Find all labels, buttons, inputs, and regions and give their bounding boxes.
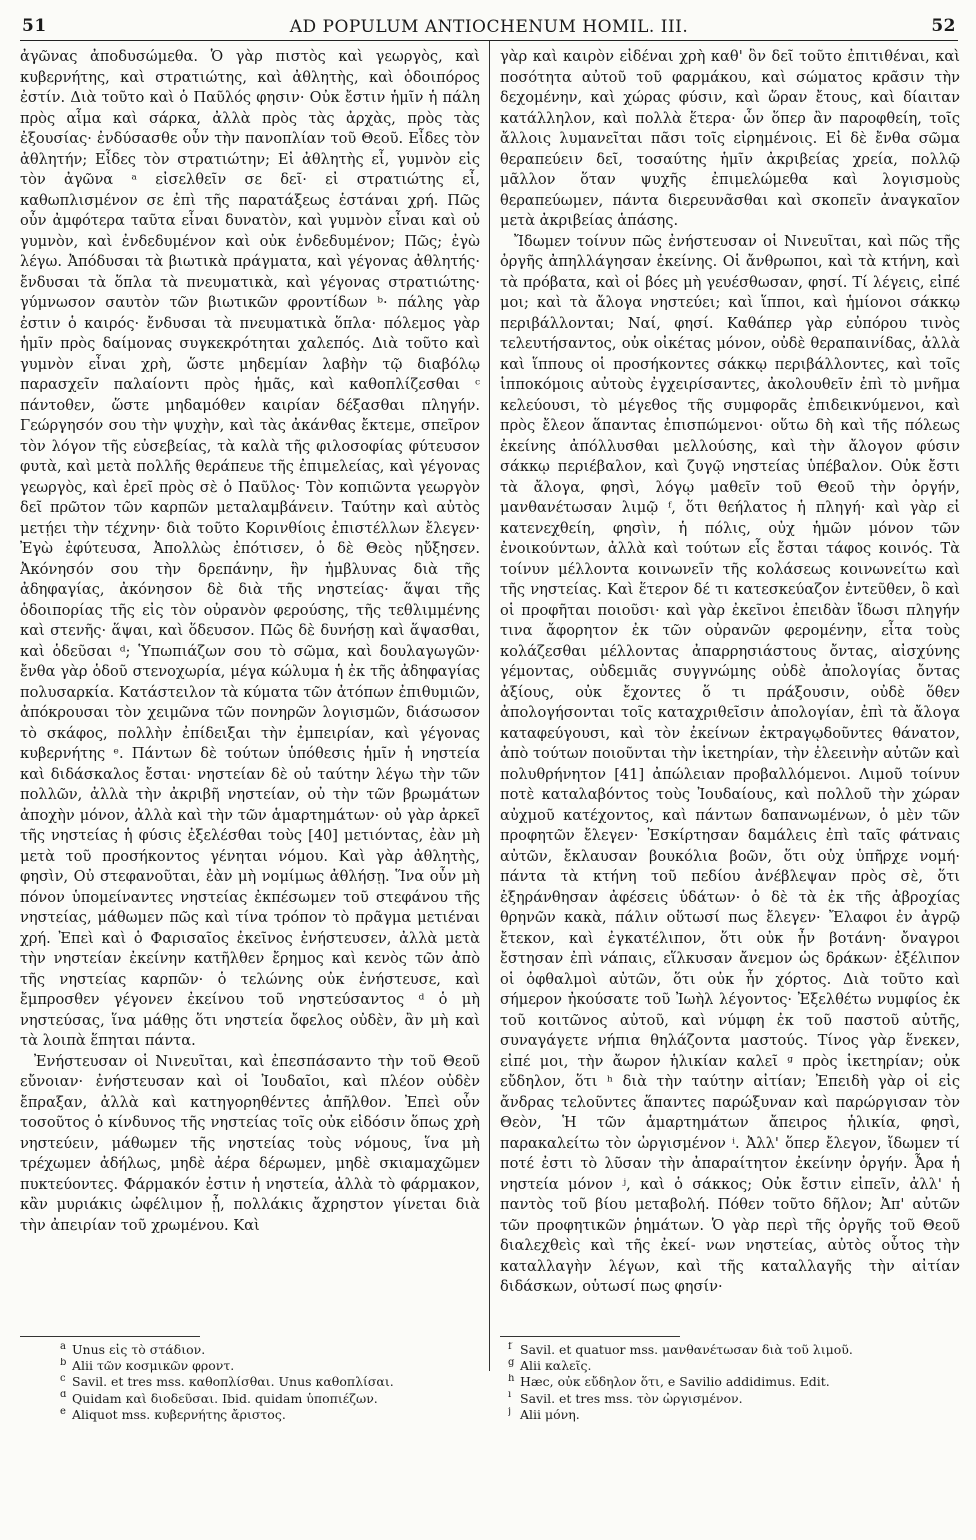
footnote-text: Alii μόνη. <box>520 1406 580 1422</box>
footnote-text: Quidam καὶ διοδεῦσαι. Ibid. quidam ὑποπιέζων. <box>72 1390 378 1406</box>
column-divider <box>489 41 490 1371</box>
footnote-text: Aliquot mss. κυβερνήτης ἄριστος. <box>72 1406 286 1422</box>
footnote-rule-left <box>20 1336 200 1337</box>
running-title: AD POPULUM ANTIOCHENUM HOMIL. III. <box>289 17 689 37</box>
footnote-text: Hæc, οὐκ εὔδηλον ὅτι, e Savilio addidimus. Edit. <box>520 1374 830 1390</box>
footnote-text: Savil. et quatuor mss. μανθανέτωσαν διὰ τοῦ λιμοῦ. <box>520 1342 853 1357</box>
page-number-right: 52 <box>931 16 956 36</box>
footnote: i Savil. et tres mss. τὸν ὠργισμένον. <box>508 1390 743 1406</box>
footnote: f Savil. et quatuor mss. μανθανέτωσαν διὰ τοῦ λιμοῦ. <box>508 1342 853 1357</box>
footnotes-right <box>508 1342 948 1423</box>
right-paragraph-2: Ἴδωμεν τοίνυν πῶς ἐνήστευσαν οἱ Νινευῖται, καὶ πῶς τῆς ὀργῆς ἀπηλλάγησαν ἐκείνης. Οἱ ἄνθρωποι, καὶ τὰ κτήνη, καὶ τὰ πρόβατα, καὶ οἱ βόες μὴ γευέσθωσαν, φησί. Τί λέγεις, εἰπέ μοι; καὶ τὰ ἄλογα νηστεύει; καὶ ἵπποι, καὶ ἡμίονοι σάκκῳ περιβάλλονται; Ναί, φησί. Καθάπερ γὰρ εὐπόρου τινὸς τελευτήσαντος, οὐκ οἰκέτας μόνον, οὐδὲ θεραπαινίδας, ἀλλὰ καὶ ἵππους οἱ προσήκοντες σάκκῳ περιβάλλοντες, καὶ τοῖς ἱπποκόμοις αὐτοὺς ἐγχειρίσαντες, ἀκολουθεῖν ἐπὶ τὸ μνῆμα κελεύουσι, τὸ μέγεθος τῆς συμφορᾶς ἐπιδεικνύμενοι, καὶ πρὸς ἔλεον ἅπαντας ἐπισπώμενοι· οὕτω δὴ καὶ τῆς πόλεως ἐκείνης ἀπόλλυσθαι μελλούσης, καὶ τὴν ἄλογον φύσιν σάκκῳ περιέβαλον, καὶ ζυγῷ νηστείας ὑπέβαλον. Οὐκ ἔστι τὰ ἄλογα, φησὶ, λόγῳ μαθεῖν τοῦ Θεοῦ τὴν ὀργήν, μανθανέτωσαν λιμῷ ᶠ, ὅτι θεήλατος ἡ πληγή· καὶ γὰρ εἰ κατενεχθείη, φησὶν, ἡ πόλις, οὐχ ἡμῶν μόνον τῶν ἐνοικούντων, ἀλλὰ καὶ τούτων εἷς ἔσται τάφος κοινός. Τὰ τοίνυν μέλλοντα κοινωνεῖν τῆς κολάσεως κοινωνείτω καὶ τῆς νηστείας. Καὶ ἕτερον δέ τι κατεσκεύαζον ἐντεῦθεν, ὃ καὶ οἱ προφῆται ποιοῦσι· καὶ γὰρ ἐκεῖνοι ἐπειδὰν ἴδωσι πληγήν τινα ἄφορητον ἐκ τῶν οὐρανῶν φερομένην, εἶτα τοὺς κολάζεσθαι μέλλοντας ἀπαρρησιάστους ὄντας, αἰσχύνης γέμοντας, οὐδεμιᾶς συγγνώμης οὐδὲ ἀπολογίας ὄντας ἀξίους, οὐκ ἔχοντες ὅ τι πράξουσιν, οὐδὲ ὅθεν ἀπολογήσονται τοῖς καταχριθεῖσιν ἀπολογίαν, ἐπὶ τὰ ἄλογα καταφεύγουσι, καὶ τὸν ἐκείνων ἐκτραγῳδοῦντες θάνατον, ἀπὸ τούτων ποιοῦνται τὴν ἱκετηρίαν, τὴν ἐλεεινὴν αὐτῶν καὶ πολυθρήνητον [41] ἀπώλειαν προβαλλόμενοι. Λιμοῦ τοίνυν ποτὲ καταλαβόντος τοὺς Ἰουδαίους, καὶ πολλοῦ τὴν χώραν αὐχμοῦ κατέχοντος, καὶ πάντων δαπανωμένων, ὁ μὲν τῶν προφητῶν ἔλεγεν· Ἐσκίρτησαν δαμάλεις ἐπὶ ταῖς φάτναις αὐτῶν, ἔκλαυσαν βουκόλια βοῶν, ὅτι οὐχ ὑπῆρχε νομή· πάντα τὰ κτήνη τοῦ πεδίου ἀνέβλεψαν πρὸς σὲ, ὅτι ἐξηράνθησαν ἀφέσεις ὑδάτων· ὁ δὲ τὰ ἐκ τῆς ἀβροχίας θρηνῶν κακὰ, πάλιν οὕτωσί πως ἔλεγεν· Ἔλαφοι ἐν ἀγρῷ ἔτεκον, καὶ ἐγκατέλιπον, ὅτι οὐκ ἦν βοτάνη· ὄναγροι ἔστησαν ἐπὶ νάπαις, εἵλκυσαν ἄνεμον ὡς δράκων· ἐξέλιπον οἱ ὀφθαλμοὶ αὐτῶν, ὅτι οὐκ ἦν χόρτος. Διὰ τοῦτο καὶ σήμερον ἠκούσατε τοῦ Ἰωὴλ λέγοντος· Ἐξελθέτω νυμφίος ἐκ τοῦ κοιτῶνος αὐτοῦ, καὶ νύμφη ἐκ τοῦ παστοῦ αὐτῆς, συναγάγετε νήπια θηλάζοντα μαστούς. Τίνος γὰρ ἕνεκεν, εἰπέ μοι, τὴν ἄωρον ἡλικίαν καλεῖ ᵍ πρὸς ἱκετηρίαν; οὐκ εὔδηλον, ὅτι ʰ διὰ τὴν ταύτην αἰτίαν; Ἐπειδὴ γὰρ οἱ εἰς ἄνδρας τελοῦντες ἅπαντες παρώξυναν καὶ παρώργισαν τὸν Θεὸν, Ἡ τῶν ἁμαρτημάτων ἄπειρος ἡλικία, φησὶ, παρακαλείτω τὸν ὠργισμένον ⁱ. Ἀλλ' ὅπερ ἔλεγον, ἴδωμεν τί ποτέ ἐστι τὸ λῦσαν τὴν ἀπαραίτητον ἐκείνην ὀργήν. Ἆρα ἡ νηστεία μόνον ʲ, καὶ ὁ σάκκος; Οὐκ ἔστιν εἰπεῖν, ἀλλ' ἡ παντὸς τοῦ βίου μεταβολή. Πόθεν τοῦτο δῆλον; Ἀπ' αὐτῶν τῶν προφητικῶν ῥημάτων. Ὁ γὰρ περὶ τῆς ὀργῆς τοῦ Θεοῦ διαλεχθεὶς καὶ τῆς ἐκεί- νων νηστείας, αὐτὸς οὗτος τὴν καταλλαγὴν λέγων, καὶ τῆς καταλλαγῆς τὴν αἰτίαν διδάσκων, οὑτωσί πως φησίν· <box>500 232 960 1295</box>
right-column <box>500 47 960 1367</box>
right-paragraph-1: γὰρ καὶ καιρὸν εἰδέναι χρὴ καθ' ὃν δεῖ τοῦτο ἐπιτιθέναι, καὶ ποσότητα αὐτοῦ τοῦ φαρμάκου, καὶ σώματος κρᾶσιν τὴν δεχομένην, καὶ χώρας φύσιν, καὶ ὥραν ἔτους, καὶ δίαιταν κατάλληλον, καὶ πολλὰ ἕτερα· ὧν ὅπερ ἂν παροφθείη, τοῖς ἄλλοις λυμανεῖται πᾶσι τοῖς εἰρημένοις. Εἰ δὲ ἔνθα σῶμα θεραπεύειν δεῖ, τοσαύτης ἡμῖν ἀκριβείας χρεία, πολλῷ μᾶλλον ὅταν ψυχῆς ἐπιμελώμεθα καὶ λογισμοὺς θεραπεύωμεν, πάντα διερευνᾶσθαι καὶ σκοπεῖν ἀναγκαῖον μετὰ ἀκριβείας ἁπάσης. <box>500 48 960 229</box>
left-paragraph-2: Ἐνήστευσαν οἱ Νινευῖται, καὶ ἐπεσπάσαντο τὴν τοῦ Θεοῦ εὔνοιαν· ἐνήστευσαν καὶ οἱ Ἰουδαῖοι, καὶ πλέον οὐδὲν ἔπραξαν, ἀλλὰ καὶ κατηγορηθέντες ἀπῆλθον. Ἐπεὶ οὖν τοσοῦτος ὁ κίνδυνος τῆς νηστείας τοῖς οὐκ εἰδόσιν ὅπως χρὴ νηστεύειν, μάθωμεν τῆς νηστείας τοὺς νόμους, ἵνα μὴ τρέχωμεν ἀδήλως, μηδὲ ἀέρα δέρωμεν, μηδὲ σκιαμαχῶμεν πυκτεύοντες. Φάρμακόν ἐστιν ἡ νηστεία, ἀλλὰ τὸ φάρμακον, κἂν μυριάκις ὠφέλιμον ᾖ, πολλάκις ἄχρηστον γίνεται διὰ τὴν ἀπειρίαν τοῦ χρωμένου. Καὶ <box>20 1052 480 1234</box>
footnote-text: Savil. et tres mss. καθοπλίσθαι. Unus καθοπλίσαι. <box>72 1374 394 1390</box>
footnote: d Quidam καὶ διοδεῦσαι. Ibid. quidam ὑποπιέζων. <box>60 1390 378 1406</box>
left-paragraph-1: ἀγῶνας ἀποδυσώμεθα. Ὁ γὰρ πιστὸς καὶ γεωργὸς, καὶ κυβερνήτης, καὶ στρατιώτης, καὶ ἀθλητὴς, καὶ ὁδοιπόρος ἐστίν. Διὰ τοῦτο καὶ ὁ Παῦλός φησιν· Οὐκ ἔστιν ἡμῖν ἡ πάλη πρὸς αἷμα καὶ σάρκα, ἀλλὰ πρὸς τὰς ἀρχὰς, πρὸς τὰς ἐξουσίας· ἐνδύσασθε οὖν τὴν πανοπλίαν τοῦ Θεοῦ. Εἶδες τὸν ἀθλητήν; Εἶδες τὸν στρατιώτην; Εἰ ἀθλητὴς εἶ, γυμνὸν εἰς τὸν ἀγῶνα ᵃ εἰσελθεῖν σε δεῖ· εἰ στρατιώτης εἶ, καθωπλισμένον σε ἐπὶ τῆς παρατάξεως ἑστάναι χρή. Πῶς οὖν ἀμφότερα ταῦτα εἶναι δυνατὸν, καὶ γυμνὸν εἶναι καὶ οὐ γυμνὸν, καὶ ἐνδεδυμένον καὶ οὐκ ἐνδεδυμένον; Πῶς; ἐγὼ λέγω. Ἀπόδυσαι τὰ βιωτικὰ πράγματα, καὶ γέγονας ἀθλητής· ἔνδυσαι τὰ ὅπλα τὰ πνευματικὰ, καὶ γέγονας στρατιώτης· γύμνωσον σαυτὸν τῶν βιωτικῶν φροντίδων ᵇ· πάλης γὰρ ἐστιν ὁ καιρός· ἔνδυσαι τὰ πνευματικὰ ὅπλα· πόλεμος γὰρ ἡμῖν πρὸς δαίμονας συγκεκρότηται χαλεπός. Διὰ τοῦτο καὶ γυμνὸν εἶναι χρὴ, ὥστε μηδεμίαν λαβὴν τῷ διαβόλῳ παρασχεῖν παλαίοντι πρὸς ἡμᾶς, καὶ καθοπλίζεσθαι ᶜ πάντοθεν, ὥστε μηδαμόθεν καιρίαν δέξασθαι πληγήν. Γεώργησόν σου τὴν ψυχὴν, καὶ τὰς ἀκάνθας ἔκτεμε, σπεῖρον τὸν λόγον τῆς εὐσεβείας, τὰ καλὰ τῆς φιλοσοφίας φύτευσον φυτὰ, καὶ μετὰ πολλῆς θεράπευε τῆς ἐπιμελείας, καὶ γέγονας γεωργὸς, καὶ ἐρεῖ πρὸς σὲ ὁ Παῦλος· Τὸν κοπιῶντα γεωργὸν δεῖ πρῶτον τῶν καρπῶν μεταλαμβάνειν. Ταύτην καὶ αὐτὸς μετῄει τὴν τέχνην· διὰ τοῦτο Κορινθίοις ἐπιστέλλων ἔλεγεν· Ἐγὼ ἐφύτευσα, Ἀπολλὼς ἐπότισεν, ὁ δὲ Θεὸς ηὔξησεν. Ἀκόνησόν σου τὴν δρεπάνην, ἣν ἠμβλυνας διὰ τῆς ἀδηφαγίας, ἀκόνησον δὲ διὰ τῆς νηστείας· ἅψαι τῆς ὁδοιπορίας τῆς εἰς τὸν οὐρανὸν φερούσης, τῆς τεθλιμμένης καὶ στενῆς· ἅψαι, καὶ ὅδευσον. Πῶς δὲ δυνήσῃ καὶ ἅψασθαι, καὶ ὁδεῦσαι ᵈ; Ὑπωπιάζων σου τὸ σῶμα, καὶ δουλαγωγῶν· ἔνθα γὰρ ὁδοῦ στενοχωρία, μέγα κώλυμα ἡ ἐκ τῆς ἀδηφαγίας πολυσαρκία. Κατάστειλον τὰ κύματα τῶν ἀτόπων ἐπιθυμιῶν, ἀπόκρουσαι τὸν χειμῶνα τῶν πονηρῶν λογισμῶν, διάσωσον τὸ σκάφος, πολλὴν ἐπίδειξαι τὴν ἐμπειρίαν, καὶ γέγονας κυβερνήτης ᵉ. Πάντων δὲ τούτων ὑπόθεσις ἡμῖν ἡ νηστεία καὶ διδάσκαλος ἔσται· νηστείαν δὲ οὐ ταύτην λέγω τὴν τῶν πολλῶν, ἀλλὰ τὴν ἀκριβῆ νηστείαν, οὐ τὴν τῶν βρωμάτων ἀποχὴν μόνον, ἀλλὰ καὶ τὴν τῶν ἁμαρτημάτων· οὐ γὰρ ἀρκεῖ τῆς νηστείας ἡ φύσις ἐξελέσθαι τοὺς [40] μετιόντας, ἐὰν μὴ μετὰ τοῦ προσήκοντος γένηται νόμου. Καὶ γὰρ ἀθλητὴς, φησὶν, Οὐ στεφανοῦται, ἐὰν μὴ νομίμως ἀθλήσῃ. Ἵνα οὖν μὴ πόνον ὑπομείναντες νηστείας ἐκπέσωμεν τοῦ στεφάνου τῆς νηστείας, μάθωμεν πῶς καὶ τίνα τρόπον τὸ πρᾶγμα μετιέναι χρή. Ἐπεὶ καὶ ὁ Φαρισαῖος ἐκεῖνος ἐνήστευσεν, ἀλλὰ μετὰ τὴν νηστείαν ἐκείνην κατῆλθεν ἔρημος καὶ κενὸς τῶν ἀπὸ τῆς νηστείας καρπῶν· ὁ τελώνης οὐκ ἐνήστευσε, καὶ ἔμπροσθεν γέγονεν ἐκείνου τοῦ νηστεύσαντος ᵈ ὁ μὴ νηστεύσας, ἵνα μάθῃς ὅτι νηστεία ὄφελος οὐδὲν, ἂν μὴ καὶ τὰ λοιπὰ ἕπηται πάντα. <box>20 48 480 1049</box>
running-header <box>20 14 958 41</box>
footnote: j Alii μόνη. <box>508 1406 580 1422</box>
footnote: e Aliquot mss. κυβερνήτης ἄριστος. <box>60 1406 286 1422</box>
footnote: h Hæc, οὐκ εὔδηλον ὅτι, e Savilio addidimus. Edit. <box>508 1374 830 1390</box>
footnote: g Alii καλεῖς. <box>508 1358 592 1374</box>
footnote-text: Savil. et tres mss. τὸν ὠργισμένον. <box>520 1390 743 1406</box>
footnote-rule-right <box>500 1336 680 1337</box>
footnote-text: Alii τῶν κοσμικῶν φροντ. <box>72 1358 235 1374</box>
footnotes-left <box>60 1342 500 1423</box>
footnote: c Savil. et tres mss. καθοπλίσθαι. Unus καθοπλίσαι. <box>60 1374 394 1390</box>
left-column <box>20 47 480 1367</box>
footnote: b Alii τῶν κοσμικῶν φροντ. <box>60 1358 235 1374</box>
footnote: a Unus εἰς τὸ στάδιον. <box>60 1342 206 1357</box>
footnote-text: Alii καλεῖς. <box>520 1358 592 1374</box>
page-number-left: 51 <box>22 16 47 36</box>
footnote-text: Unus εἰς τὸ στάδιον. <box>72 1342 206 1357</box>
text-columns <box>20 47 958 1367</box>
